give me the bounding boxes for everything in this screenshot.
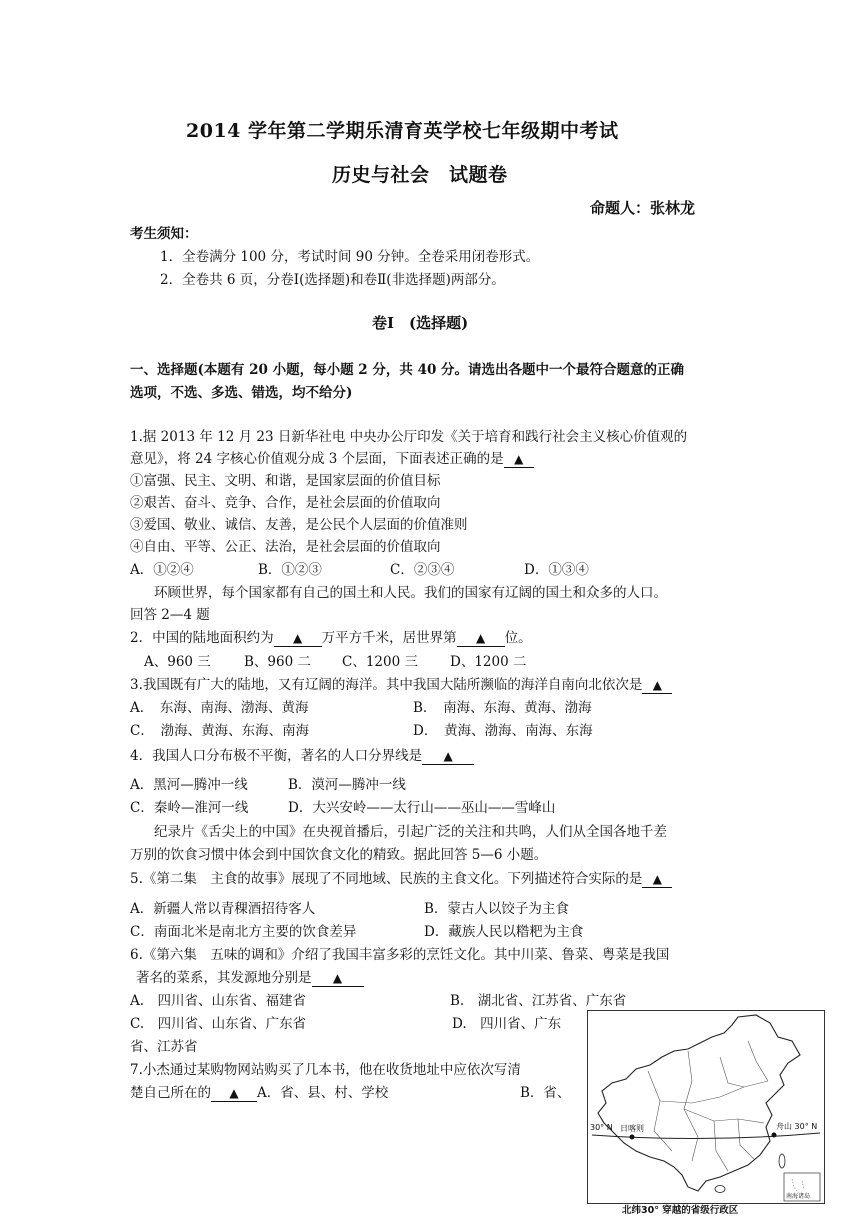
answer-blank[interactable] bbox=[457, 630, 505, 647]
passage-1-line-2: 回答 2—4 题 bbox=[130, 607, 210, 623]
answer-blank[interactable] bbox=[312, 970, 364, 987]
map-label-lat-right: 舟山 30° N bbox=[776, 1122, 818, 1131]
china-map-illustration bbox=[588, 1011, 824, 1203]
q7-option-b: B．省、 bbox=[520, 1085, 571, 1101]
q2-option-c: C、1200 三 bbox=[342, 654, 418, 670]
q2-option-d: D、1200 二 bbox=[450, 654, 527, 670]
map-label-city-left: 日喀则 bbox=[620, 1124, 644, 1133]
exam-subtitle: 历史与社会 试题卷 bbox=[332, 164, 508, 186]
q5-option-d: D．藏族人民以糌粑为主食 bbox=[424, 924, 584, 940]
section-instruction-2: 选项，不选、多选、错选，均不给分) bbox=[130, 385, 353, 401]
q3-stem: 3.我国既有广大的陆地，又有辽阔的海洋。其中我国大陆所濒临的海洋自南向北依次是 ▲ bbox=[130, 673, 672, 694]
triangle-icon: ▲ bbox=[292, 631, 303, 645]
china-map-figure bbox=[587, 1010, 825, 1204]
q3-option-b: B． 南海、东海、黄海、渤海 bbox=[413, 700, 592, 716]
author-line: 命题人：张林龙 bbox=[590, 199, 696, 217]
q1-item-3: ③爱国、敬业、诚信、友善，是公民个人层面的价值准则 bbox=[130, 517, 468, 533]
q1-option-c: C．②③④ bbox=[390, 562, 455, 578]
q6-line-2: 著名的菜系，其发源地分别是 ▲ bbox=[136, 966, 364, 987]
notice-item-2: 2．全卷共 6 页，分卷Ⅰ(选择题)和卷Ⅱ(非选择题)两部分。 bbox=[160, 272, 505, 288]
q5-option-a: A．新疆人常以青稞酒招待客人 bbox=[130, 901, 316, 917]
q4-option-c: C．秦岭—淮河一线 bbox=[130, 800, 249, 816]
q5-stem: 5.《第二集 主食的故事》展现了不同地域、民族的主食文化。下列描述符合实际的是 ▲ bbox=[130, 867, 672, 888]
q7-line-2: 楚自己所在的 ▲ A．省、县、村、学校 bbox=[130, 1085, 389, 1101]
q6-option-d: D. 四川省、广东 bbox=[452, 1016, 562, 1032]
q7-line-1: 7.小杰通过某购物网站购买了几本书，他在收货地址中应依次写清 bbox=[130, 1062, 521, 1078]
q1-option-d: D．①③④ bbox=[524, 562, 589, 578]
q5-option-c: C．南面北米是南北方主要的饮食差异 bbox=[130, 924, 357, 940]
triangle-icon: ▲ bbox=[652, 872, 662, 886]
q2-stem: 2．中国的陆地面积约为 ▲ 万平方千米，居世界第 ▲ 位。 bbox=[130, 630, 532, 646]
answer-blank[interactable] bbox=[422, 748, 474, 765]
q1-line-2 bbox=[130, 447, 534, 468]
q1-item-1: ①富强、民主、文明、和谐，是国家层面的价值目标 bbox=[130, 473, 441, 489]
q6-option-d-wrap: 省、江苏省 bbox=[130, 1039, 198, 1055]
triangle-icon: ▲ bbox=[475, 631, 486, 645]
passage-1-line-1: 环顾世界，每个国家都有自己的国土和人民。我们的国家有辽阔的国土和众多的人口。 bbox=[154, 585, 667, 601]
q1-option-a: A．①②④ bbox=[130, 562, 194, 578]
q1-item-4: ④自由、平等、公正、法治，是社会层面的价值取向 bbox=[130, 539, 441, 555]
exam-title: 2014 学年第二学期乐清育英学校七年级期中考试 bbox=[186, 120, 619, 142]
passage-2-line-1: 纪录片《舌尖上的中国》在央视首播后，引起广泛的关注和共鸣，人们从全国各地千差 bbox=[154, 824, 667, 840]
q6-option-a: A. 四川省、山东省、福建省 bbox=[130, 993, 307, 1009]
q2-option-b: B、960 二 bbox=[244, 654, 311, 670]
q4-option-a: A．黑河—腾冲一线 bbox=[130, 777, 248, 793]
q1-line-1: 1.据 2013 年 12 月 23 日新华社电 中央办公厅印发《关于培育和践行社会主义核心价值观的 bbox=[130, 429, 688, 445]
q4-option-b: B．漠河—腾冲一线 bbox=[288, 777, 406, 793]
passage-2-line-2: 万别的饮食习惯中体会到中国饮食文化的精致。据此回答 5—6 小题。 bbox=[130, 847, 548, 863]
answer-blank[interactable] bbox=[642, 677, 672, 694]
triangle-icon: ▲ bbox=[443, 749, 453, 763]
notice-heading: 考生须知： bbox=[130, 226, 198, 242]
q6-option-b: B. 湖北省、江苏省、广东省 bbox=[450, 993, 627, 1009]
triangle-icon: ▲ bbox=[652, 678, 662, 692]
section-title: 卷Ⅰ (选择题) bbox=[372, 314, 469, 332]
q1-option-b: B．①②③ bbox=[258, 562, 322, 578]
triangle-icon: ▲ bbox=[332, 971, 343, 985]
map-caption: 北纬30° 穿越的省级行政区 bbox=[622, 1205, 739, 1216]
q4-option-d: D．大兴安岭——太行山——巫山——雪峰山 bbox=[288, 800, 556, 816]
q3-option-d: D． 黄海、渤海、南海、东海 bbox=[413, 723, 593, 739]
q1-item-2: ②艰苦、奋斗、竞争、合作，是社会层面的价值取向 bbox=[130, 495, 441, 511]
triangle-icon: ▲ bbox=[514, 452, 524, 466]
q3-option-c: C． 渤海、黄海、东海、南海 bbox=[130, 723, 310, 739]
q3-option-a: A． 东海、南海、渤海、黄海 bbox=[130, 700, 309, 716]
q2-option-a: A、960 三 bbox=[144, 654, 211, 670]
q5-option-b: B．蒙古人以饺子为主食 bbox=[424, 901, 569, 917]
q6-option-c: C. 四川省、山东省、广东省 bbox=[130, 1016, 307, 1032]
notice-item-1: 1．全卷满分 100 分，考试时间 90 分钟。全卷采用闭卷形式。 bbox=[160, 249, 540, 265]
map-label-inset: 南海诸岛 bbox=[786, 1193, 811, 1200]
q6-line-1: 6.《第六集 五味的调和》介绍了我国丰富多彩的烹饪文化。其中川菜、鲁菜、粤菜是我国 bbox=[130, 947, 670, 963]
answer-blank[interactable] bbox=[504, 451, 534, 468]
q1-stem: 意见》，将 24 字核心价值观分成 3 个层面，下面表述正确的是 bbox=[130, 451, 504, 467]
answer-blank[interactable] bbox=[642, 871, 672, 888]
q4-stem: 4．我国人口分布极不平衡，著名的人口分界线是 ▲ bbox=[130, 744, 474, 765]
map-label-lat-left: 30° N bbox=[590, 1123, 613, 1132]
answer-blank[interactable] bbox=[211, 1085, 257, 1102]
triangle-icon: ▲ bbox=[229, 1086, 239, 1100]
answer-blank[interactable] bbox=[274, 630, 322, 647]
section-instruction-1: 一、选择题(本题有 20 小题，每小题 2 分，共 40 分。请选出各题中一个最符合题意的正确 bbox=[130, 362, 685, 378]
